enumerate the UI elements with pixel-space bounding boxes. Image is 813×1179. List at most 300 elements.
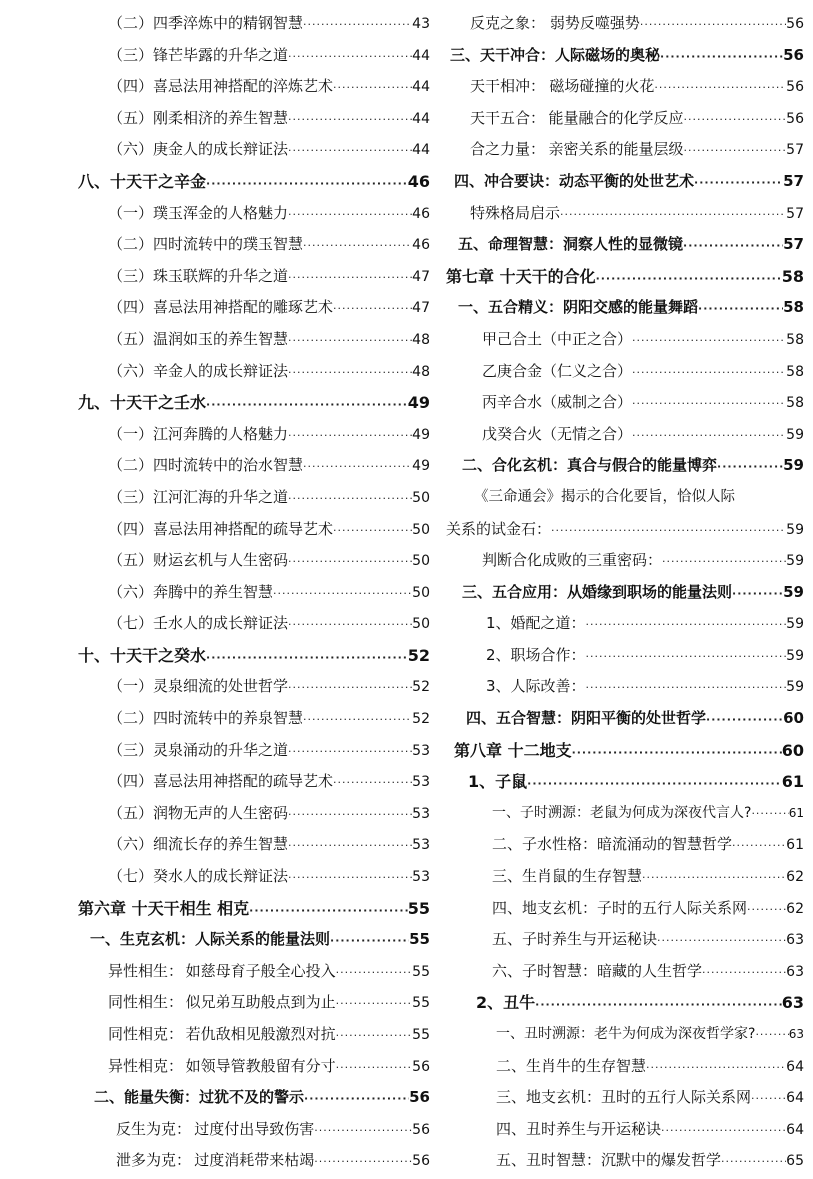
toc-entry-title: （二）四季淬炼中的精钢智慧: [108, 14, 304, 32]
toc-page-number: 62: [786, 869, 804, 886]
toc-entry[interactable]: [446, 577, 804, 609]
toc-entry-title: 八、十天干之辛金: [78, 171, 207, 191]
toc-page-number: 44: [412, 79, 430, 96]
toc-entry[interactable]: [446, 261, 804, 293]
toc-left-column: [78, 8, 430, 1177]
toc-right-column: [446, 8, 804, 1177]
toc-entry[interactable]: [446, 640, 804, 672]
toc-entry[interactable]: [78, 261, 430, 293]
toc-entry[interactable]: [78, 450, 430, 482]
toc-page-number: 63: [786, 932, 804, 949]
toc-entry[interactable]: [78, 134, 430, 166]
toc-page-number: 48: [412, 363, 430, 380]
toc-entry[interactable]: [78, 798, 430, 830]
toc-entry-description: 过度付出导致伤害: [194, 1119, 315, 1138]
toc-entry-term: 天干五合：: [470, 108, 546, 127]
toc-entry-term: 天干相冲：: [470, 77, 546, 96]
toc-page-number: 50: [412, 584, 430, 601]
toc-entry-title: 一、生克玄机：人际关系的能量法则: [90, 930, 331, 949]
dot-leader: [683, 230, 783, 261]
toc-page-number: 53: [412, 837, 430, 854]
toc-entry[interactable]: [78, 987, 430, 1019]
dot-leader: [694, 167, 783, 198]
toc-entry[interactable]: [446, 798, 804, 830]
toc-entry-title: 第八章 十二地支: [454, 740, 572, 760]
toc-entry-title: 五、命理智慧：洞察人性的显微镜: [458, 235, 684, 254]
toc-page-number: 50: [412, 521, 430, 538]
toc-entry[interactable]: [78, 40, 430, 72]
toc-entry[interactable]: [78, 1114, 430, 1146]
toc-entry-title: （五）温润如玉的养生智慧: [108, 329, 289, 348]
toc-entry[interactable]: [446, 1051, 804, 1083]
toc-page-number: 64: [786, 1058, 804, 1075]
toc-entry-title: （二）四时流转中的养泉智慧: [108, 709, 304, 728]
toc-entry[interactable]: [78, 419, 430, 451]
dot-leader: [747, 894, 786, 925]
dot-leader: [632, 325, 786, 356]
toc-entry-term: 异性相克：: [108, 1056, 184, 1075]
dot-leader: [572, 737, 782, 767]
toc-entry[interactable]: [78, 893, 430, 925]
toc-entry[interactable]: [446, 229, 804, 261]
toc-entry[interactable]: [446, 893, 804, 925]
toc-page-number: 64: [786, 1090, 804, 1107]
toc-entry-title: 丙辛合水（威制之合）: [482, 393, 633, 412]
toc-page-number: 58: [781, 266, 804, 286]
toc-entry[interactable]: [78, 166, 430, 198]
toc-entry[interactable]: [446, 198, 804, 230]
toc-entry-title: 四、冲合要诀：动态平衡的处世艺术: [454, 171, 695, 190]
toc-entry[interactable]: [446, 671, 804, 703]
dot-leader: [662, 546, 786, 577]
toc-entry-title: （三）江河汇海的升华之道: [108, 487, 289, 506]
toc-entry[interactable]: [78, 324, 430, 356]
toc-entry[interactable]: [78, 735, 430, 767]
toc-entry[interactable]: [78, 292, 430, 324]
toc-page-number: 53: [412, 742, 430, 759]
dot-leader: [288, 862, 412, 893]
toc-entry[interactable]: [446, 166, 804, 198]
toc-entry[interactable]: [78, 1145, 430, 1177]
toc-entry[interactable]: [446, 735, 804, 767]
toc-page-number: 58: [786, 331, 804, 348]
toc-entry-title: （五）润物无声的人生密码: [108, 803, 289, 822]
toc-page-number: 65: [786, 1153, 804, 1170]
toc-entry[interactable]: [78, 545, 430, 577]
toc-entry[interactable]: [446, 545, 804, 577]
toc-page-number: 59: [786, 616, 804, 633]
toc-entry[interactable]: [78, 1051, 430, 1083]
toc-page-number: 60: [783, 709, 804, 728]
dot-leader: [333, 72, 412, 103]
toc-entry-title: 二、生肖牛的生存智慧: [496, 1056, 647, 1075]
toc-entry-title: 2、丑牛: [476, 993, 536, 1013]
toc-page-number: 61: [786, 837, 804, 854]
dot-leader: [683, 104, 786, 135]
toc-entry[interactable]: [446, 766, 804, 798]
toc-entry-title: 3、人际改善：: [486, 677, 586, 696]
dot-leader: [698, 293, 783, 324]
dot-leader: [333, 767, 412, 798]
toc-entry[interactable]: [446, 134, 804, 166]
toc-entry[interactable]: [446, 8, 804, 40]
toc-page-number: 59: [783, 456, 804, 475]
dot-leader: [330, 925, 409, 956]
toc-entry[interactable]: [78, 514, 430, 546]
toc-entry-title: （七）癸水人的成长辩证法: [108, 867, 289, 886]
toc-entry-description: 过度消耗带来枯竭: [194, 1151, 315, 1170]
dot-leader: [721, 1146, 786, 1177]
dot-leader: [288, 799, 412, 830]
toc-entry-title: 2、职场合作：: [486, 645, 586, 664]
dot-leader: [336, 1052, 413, 1083]
dot-leader: [206, 642, 408, 672]
dot-leader: [288, 104, 412, 135]
dot-leader: [314, 1146, 412, 1177]
toc-entry[interactable]: [446, 324, 804, 356]
dot-leader: [732, 578, 783, 609]
dot-leader: [206, 168, 408, 198]
toc-entry[interactable]: [446, 829, 804, 861]
toc-entry-title: （四）喜忌法用神搭配的疏导艺术: [108, 519, 334, 538]
toc-entry-description: 如领导管教般留有分寸: [185, 1056, 336, 1075]
toc-page-number: 53: [412, 774, 430, 791]
toc-entry-title: （三）灵泉涌动的升华之道: [108, 740, 289, 759]
toc-page-number: 55: [412, 995, 430, 1012]
dot-leader: [333, 293, 412, 324]
toc-entry-title: （一）灵泉细流的处世哲学: [108, 677, 289, 696]
toc-entry-description: 如慈母育子般全心投入: [185, 961, 336, 980]
toc-entry-title: 第七章 十天干的合化: [446, 266, 596, 286]
toc-entry[interactable]: [78, 608, 430, 640]
toc-page-number: 49: [407, 393, 430, 413]
toc-entry-title: 戊癸合火（无情之合）: [482, 424, 633, 443]
toc-entry[interactable]: [446, 514, 804, 546]
toc-entry-title: （四）喜忌法用神搭配的雕琢艺术: [108, 298, 334, 317]
toc-entry-title: 二、合化玄机：真合与假合的能量博弈: [462, 456, 718, 475]
toc-page-number: 50: [412, 616, 430, 633]
toc-entry-title: （三）锋芒毕露的升华之道: [108, 45, 289, 64]
toc-entry-title: 甲己合土（中正之合）: [482, 329, 633, 348]
toc-entry[interactable]: [78, 71, 430, 103]
dot-leader: [288, 830, 412, 861]
dot-leader: [303, 9, 412, 40]
toc-entry[interactable]: [446, 1145, 804, 1177]
dot-leader: [642, 862, 786, 893]
toc-page-number: 44: [412, 110, 430, 127]
dot-leader: [303, 451, 412, 482]
toc-entry[interactable]: [446, 40, 804, 72]
toc-page-number: 46: [407, 171, 430, 191]
toc-page-number: 56: [786, 110, 804, 127]
toc-page-number: 57: [786, 142, 804, 159]
toc-entry[interactable]: [78, 703, 430, 735]
toc-page-number: 55: [412, 1027, 430, 1043]
toc-entry[interactable]: [78, 8, 430, 40]
toc-page-number: 63: [786, 963, 804, 980]
toc-entry-title: 特殊格局启示: [470, 203, 561, 222]
toc-entry-title: 十、十天干之癸水: [78, 645, 207, 665]
toc-page-number: 60: [781, 740, 804, 760]
toc-entry-title: （三）珠玉联辉的升华之道: [108, 266, 289, 285]
dot-leader: [586, 641, 787, 672]
toc-entry[interactable]: [446, 450, 804, 482]
toc-page-number: 44: [412, 142, 430, 159]
toc-entry[interactable]: [446, 387, 804, 419]
dot-leader: [586, 672, 787, 703]
toc-page-number: 57: [783, 235, 804, 254]
toc-page-number: 46: [412, 237, 430, 254]
toc-page-number: 50: [412, 553, 430, 570]
dot-leader: [660, 41, 783, 72]
dot-leader: [640, 9, 786, 40]
dot-leader: [646, 1052, 786, 1083]
toc-entry-title: 1、子鼠: [468, 772, 528, 792]
toc-page-number: 59: [786, 553, 804, 570]
toc-entry-description: 弱势反噬强势: [549, 14, 640, 32]
toc-entry-title: （五）刚柔相济的养生智慧: [108, 108, 289, 127]
toc-entry-term: 合之力量：: [470, 140, 546, 159]
toc-page-number: 52: [407, 645, 430, 665]
toc-entry-term: 同性相生：: [108, 993, 184, 1012]
dot-leader: [702, 957, 786, 988]
toc-entry-term: 泄多为克：: [116, 1151, 192, 1170]
toc-entry[interactable]: [446, 608, 804, 640]
toc-page-number: 56: [412, 1121, 430, 1138]
toc-page-number: 61: [781, 772, 804, 792]
toc-text-line: 《三命通会》揭示的合化要旨，恰似人际: [474, 488, 735, 505]
toc-entry[interactable]: [78, 924, 430, 956]
toc-page-number: 63: [781, 993, 804, 1013]
toc-entry-term: 反克之象：: [470, 14, 546, 32]
toc-entry[interactable]: [78, 640, 430, 672]
dot-leader: [288, 546, 412, 577]
dot-leader: [632, 388, 786, 419]
toc-entry-title: 三、地支玄机：丑时的五行人际关系网: [496, 1088, 752, 1107]
toc-page-number: 59: [786, 426, 804, 443]
toc-entry-title: 1、婚配之道：: [486, 614, 586, 633]
toc-page-number: 57: [783, 171, 804, 190]
toc-page-number: 56: [412, 1058, 430, 1075]
toc-entry[interactable]: [78, 229, 430, 261]
dot-leader: [273, 578, 412, 609]
toc-entry[interactable]: [78, 671, 430, 703]
toc-page-number: 56: [412, 1153, 430, 1170]
toc-page-number: 58: [783, 298, 804, 317]
dot-leader: [303, 704, 412, 735]
toc-page-number: 55: [407, 898, 430, 918]
dot-leader: [336, 957, 413, 988]
dot-leader: [560, 199, 786, 230]
toc-entry[interactable]: [446, 71, 804, 103]
dot-leader: [288, 41, 412, 72]
toc-entry-term: 同性相克：: [108, 1025, 184, 1043]
dot-leader: [288, 325, 412, 356]
toc-entry[interactable]: [446, 419, 804, 451]
toc-page-number: 53: [412, 805, 430, 822]
dot-leader: [683, 135, 786, 166]
toc-page-number: 58: [786, 363, 804, 380]
toc-page-number: 56: [783, 45, 804, 64]
toc-entry-title: （一）江河奔腾的人格魅力: [108, 424, 289, 443]
toc-entry[interactable]: [446, 924, 804, 956]
toc-page-number: 56: [409, 1088, 430, 1107]
toc-entry-description: 亲密关系的能量层级: [548, 140, 684, 159]
toc-entry-title: 一、子时溯源：老鼠为何成为深夜代言人?: [492, 804, 752, 821]
dot-leader: [535, 989, 782, 1019]
toc-entry-title: 三、生肖鼠的生存智慧: [492, 867, 643, 886]
toc-page-number: 63: [788, 1027, 804, 1041]
toc-entry-title: 五、子时养生与开运秘诀: [492, 930, 658, 949]
toc-page-number: 59: [786, 647, 804, 664]
toc-entry-title: （六）细流长存的养生智慧: [108, 835, 289, 854]
toc-page-number: 59: [786, 521, 804, 538]
toc-entry-description: 似兄弟互助般点到为止: [185, 993, 336, 1012]
dot-leader: [303, 230, 412, 261]
dot-leader: [206, 389, 408, 419]
toc-page-number: 48: [412, 331, 430, 348]
toc-entry-title: 一、丑时溯源：老牛为何成为深夜哲学家?: [496, 1026, 756, 1042]
toc-entry-term: 异性相生：: [108, 961, 184, 980]
dot-leader: [751, 1083, 786, 1114]
toc-entry-description: 能量融合的化学反应: [548, 108, 684, 127]
dot-leader: [288, 483, 412, 514]
toc-entry[interactable]: [446, 292, 804, 324]
toc-entry[interactable]: [446, 703, 804, 735]
toc-page-number: 56: [786, 16, 804, 32]
dot-leader: [717, 451, 783, 482]
toc-entry-title: 五、丑时智慧：沉默中的爆发哲学: [496, 1151, 722, 1170]
toc-entry[interactable]: [78, 577, 430, 609]
toc-entry-title: （一）璞玉浑金的人格魅力: [108, 203, 289, 222]
toc-entry[interactable]: [446, 956, 804, 988]
toc-page-number: 46: [412, 205, 430, 222]
toc-entry[interactable]: [446, 861, 804, 893]
toc-page-number: 49: [412, 458, 430, 475]
dot-leader: [654, 72, 786, 103]
toc-entry-title: 乙庚合金（仁义之合）: [482, 361, 633, 380]
toc-entry-term: 反生为克：: [116, 1119, 192, 1138]
dot-leader: [288, 357, 412, 388]
toc-page-number: 55: [409, 930, 430, 949]
toc-entry-title: 一、五合精义：阴阳交感的能量舞蹈: [458, 298, 699, 317]
toc-entry[interactable]: [78, 829, 430, 861]
toc-entry-title: 三、五合应用：从婚缘到职场的能量法则: [462, 582, 733, 601]
toc-page-number: 59: [786, 679, 804, 696]
dot-leader: [304, 1083, 409, 1114]
dot-leader: [755, 1019, 788, 1051]
dot-leader: [706, 704, 783, 735]
toc-entry-title: 判断合化成败的三重密码：: [482, 551, 663, 570]
toc-entry-title: （六）奔腾中的养生智慧: [108, 582, 274, 601]
dot-leader: [596, 263, 782, 293]
toc-page-number: 44: [412, 47, 430, 64]
toc-entry-title: 九、十天干之壬水: [78, 393, 207, 413]
toc-page-number: 53: [412, 869, 430, 886]
toc-entry[interactable]: [78, 356, 430, 388]
toc-page-number: 47: [412, 268, 430, 285]
toc-page-number: 52: [412, 711, 430, 728]
toc-entry-description: 若仇敌相见般激烈对抗: [185, 1025, 336, 1043]
toc-entry-title: 四、丑时养生与开运秘诀: [496, 1119, 662, 1138]
dot-leader: [751, 798, 788, 830]
toc-page-number: 61: [788, 805, 804, 820]
toc-entry[interactable]: [78, 861, 430, 893]
toc-page-number: 52: [412, 679, 430, 696]
toc-page-number: 59: [783, 582, 804, 601]
toc-entry-title: （二）四时流转中的治水智慧: [108, 456, 304, 475]
toc-entry-title: 关系的试金石：: [446, 519, 552, 538]
toc-page-number: 55: [412, 963, 430, 980]
toc-entry-title: 六、子时智慧：暗藏的人生哲学: [492, 961, 703, 980]
dot-leader: [288, 420, 412, 451]
toc-entry-title: （四）喜忌法用神搭配的淬炼艺术: [108, 77, 334, 96]
toc-entry-title: 三、天干冲合：人际磁场的奥秘: [450, 45, 661, 64]
dot-leader: [632, 420, 786, 451]
toc-page-number: 56: [786, 79, 804, 96]
dot-leader: [288, 199, 412, 230]
toc-entry[interactable]: [446, 1114, 804, 1146]
toc-entry-description: 磁场碰撞的火花: [549, 77, 655, 96]
toc-page-number: 50: [412, 489, 430, 506]
toc-entry[interactable]: [78, 387, 430, 419]
toc-entry[interactable]: [78, 198, 430, 230]
toc-entry[interactable]: [78, 956, 430, 988]
toc-page-number: 49: [412, 426, 430, 443]
toc-entry-title: （四）喜忌法用神搭配的疏导艺术: [108, 772, 334, 791]
toc-entry-title: （五）财运玄机与人生密码: [108, 551, 289, 570]
toc-page-number: 64: [786, 1121, 804, 1138]
dot-leader: [333, 515, 412, 546]
toc-entry[interactable]: [78, 1082, 430, 1114]
toc-entry-title: 四、五合智慧：阴阳平衡的处世哲学: [466, 709, 707, 728]
dot-leader: [586, 609, 787, 640]
toc-entry-title: 二、能量失衡：过犹不及的警示: [94, 1088, 305, 1107]
dot-leader: [288, 609, 412, 640]
toc-entry[interactable]: [446, 1019, 804, 1051]
toc-entry[interactable]: [78, 1019, 430, 1051]
dot-leader: [336, 1020, 413, 1051]
toc-page-number: 47: [412, 300, 430, 317]
toc-page-number: 57: [786, 205, 804, 222]
toc-entry[interactable]: [446, 356, 804, 388]
dot-leader: [336, 988, 413, 1019]
toc-entry[interactable]: [446, 1082, 804, 1114]
toc-entry-title: （六）庚金人的成长辩证法: [108, 140, 289, 159]
dot-leader: [288, 262, 412, 293]
toc-page-number: 62: [786, 900, 804, 917]
dot-leader: [632, 357, 786, 388]
dot-leader: [288, 736, 412, 767]
dot-leader: [657, 925, 786, 956]
toc-entry-title: 二、子水性格：暗流涌动的智慧哲学: [492, 835, 733, 854]
dot-leader: [288, 672, 412, 703]
toc-entry[interactable]: [78, 103, 430, 135]
dot-leader: [527, 768, 782, 798]
toc-entry-title: （七）壬水人的成长辩证法: [108, 614, 289, 633]
toc-entry-title: （六）辛金人的成长辩证法: [108, 361, 289, 380]
toc-entry[interactable]: [78, 482, 430, 514]
dot-leader: [288, 135, 412, 166]
toc-entry-title: 第六章 十天干相生 相克: [78, 898, 250, 918]
toc-entry[interactable]: [78, 766, 430, 798]
toc-entry[interactable]: [446, 103, 804, 135]
dot-leader: [551, 515, 786, 546]
dot-leader: [314, 1115, 412, 1146]
dot-leader: [661, 1115, 786, 1146]
toc-entry[interactable]: [446, 987, 804, 1019]
dot-leader: [732, 830, 786, 861]
